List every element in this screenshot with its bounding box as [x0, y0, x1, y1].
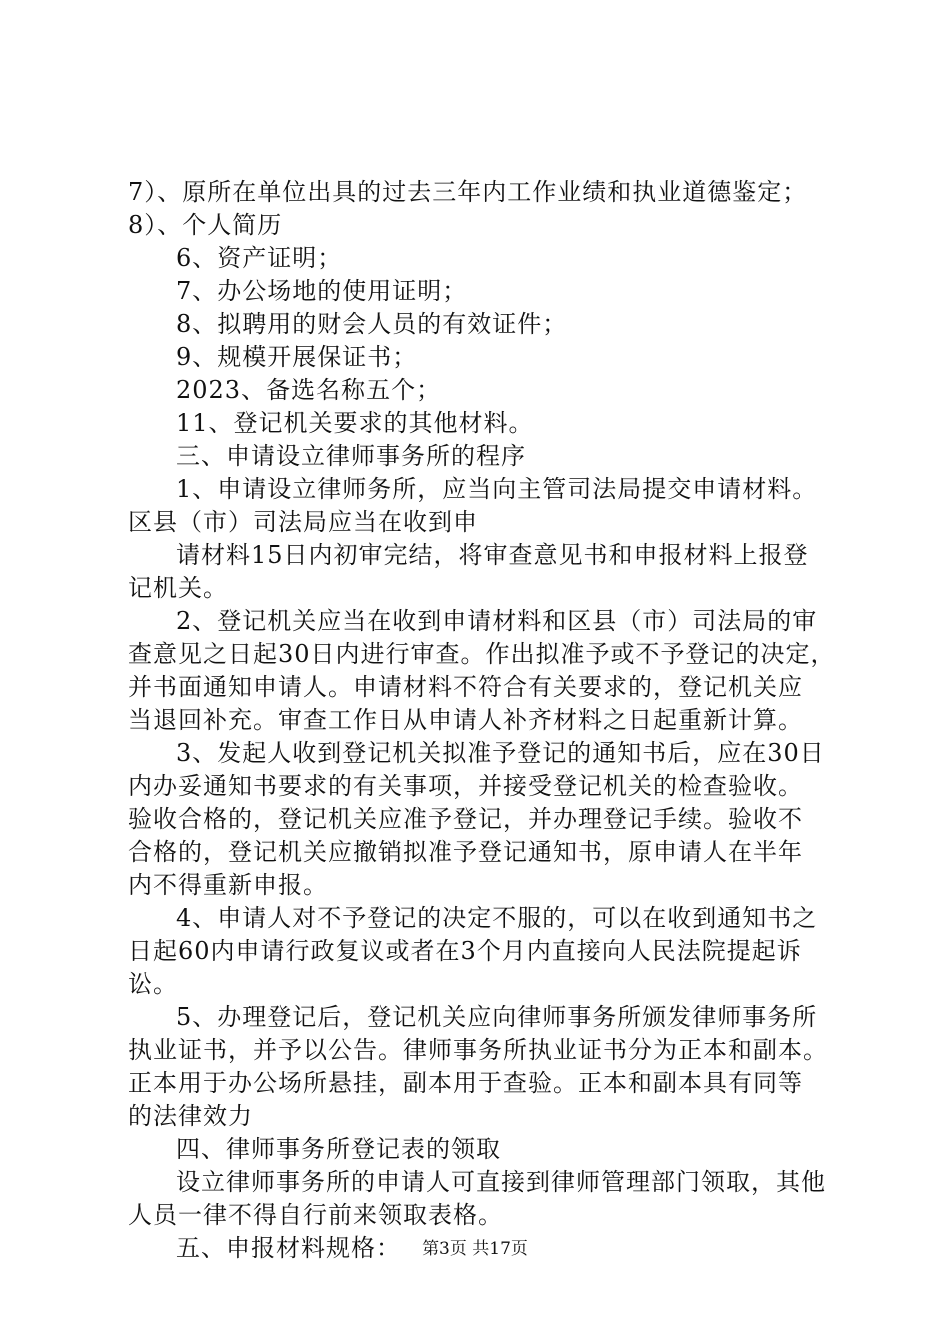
text-line: 执业证书，并予以公告。律师事务所执业证书分为正本和副本。: [128, 1036, 828, 1064]
text-line: 内办妥通知书要求的有关事项，并接受登记机关的检查验收。: [128, 772, 803, 800]
text-line: 三、申请设立律师事务所的程序: [176, 442, 526, 470]
text-line: 设立律师事务所的申请人可直接到律师管理部门领取，其他: [176, 1168, 826, 1196]
text-line: 6、资产证明；: [176, 244, 343, 272]
text-line: 8、拟聘用的财会人员的有效证件；: [176, 310, 568, 338]
text-line: 讼。: [128, 970, 178, 998]
text-line: 9、规模开展保证书；: [176, 343, 418, 371]
page-footer: [0, 1238, 950, 1260]
text-line: 区县（市）司法局应当在收到申: [128, 508, 478, 536]
text-line: 五、申报材料规格：: [176, 1234, 401, 1262]
page-number: 第3页 共17页: [422, 1239, 528, 1259]
text-line: 验收合格的，登记机关应准予登记，并办理登记手续。验收不: [128, 805, 803, 833]
text-line: 8）、个人简历: [128, 211, 283, 239]
text-line: 正本用于办公场所悬挂，副本用于查验。正本和副本具有同等: [128, 1069, 803, 1097]
text-line: 4、申请人对不予登记的决定不服的，可以在收到通知书之: [176, 904, 818, 932]
text-line: 内不得重新申报。: [128, 871, 328, 899]
text-line: 四、律师事务所登记表的领取: [176, 1135, 501, 1163]
text-line: 查意见之日起30日内进行审查。作出拟准予或不予登记的决定，: [128, 640, 836, 668]
text-line: 请材料15日内初审完结，将审查意见书和申报材料上报登: [176, 541, 809, 569]
text-line: 当退回补充。审查工作日从申请人补齐材料之日起重新计算。: [128, 706, 803, 734]
text-line: 3、发起人收到登记机关拟准予登记的通知书后，应在30日: [176, 739, 825, 767]
text-line: 人员一律不得自行前来领取表格。: [128, 1201, 503, 1229]
text-line: 并书面通知申请人。申请材料不符合有关要求的，登记机关应: [128, 673, 803, 701]
text-line: 记机关。: [128, 574, 228, 602]
text-line: 2023、备选名称五个；: [176, 376, 442, 404]
text-line: 2、登记机关应当在收到申请材料和区县（市）司法局的审: [176, 607, 818, 635]
text-line: 7、办公场地的使用证明；: [176, 277, 468, 305]
text-line: 合格的，登记机关应撤销拟准予登记通知书，原申请人在半年: [128, 838, 803, 866]
text-line: 的法律效力: [128, 1102, 253, 1130]
text-line: 1、申请设立律师务所，应当向主管司法局提交申请材料。: [176, 475, 818, 503]
document-body: [128, 176, 836, 1265]
text-line: 11、登记机关要求的其他材料。: [176, 409, 534, 437]
text-line: 日起60内申请行政复议或者在3个月内直接向人民法院提起诉: [128, 937, 802, 965]
text-line: 7）、原所在单位出具的过去三年内工作业绩和执业道德鉴定；: [128, 178, 808, 206]
text-line: 5、办理登记后，登记机关应向律师事务所颁发律师事务所: [176, 1003, 818, 1031]
